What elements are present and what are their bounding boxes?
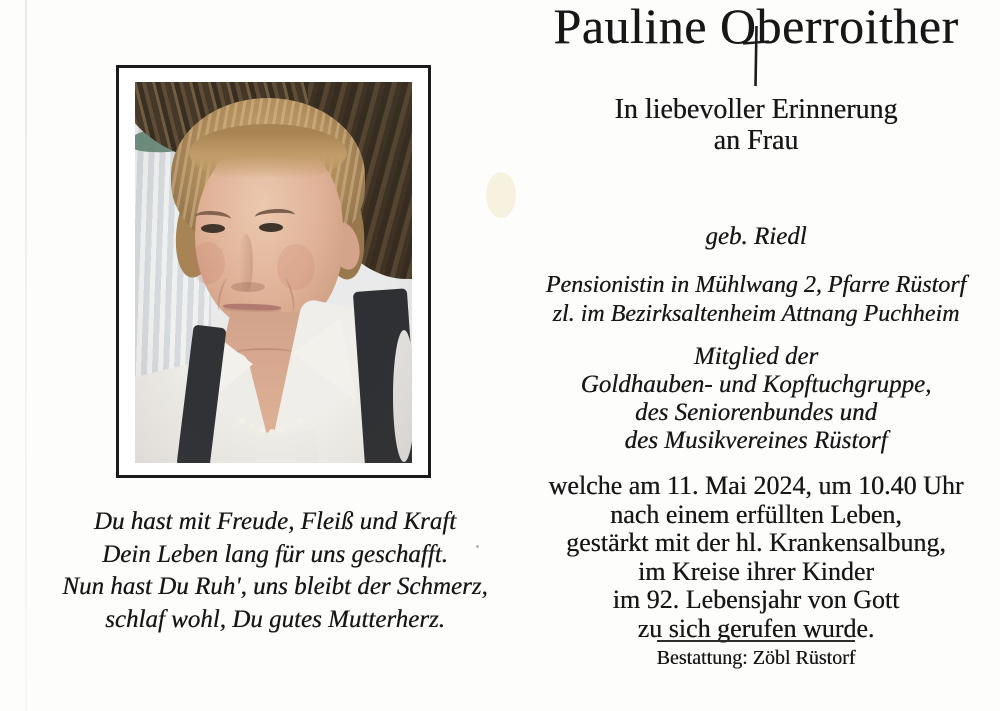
poem-line: Dein Leben lang für uns geschafft.	[102, 540, 448, 568]
death-notice-block	[540, 472, 972, 644]
poem-line: Nun hast Du Ruh', uns bleibt der Schmerz,	[62, 573, 488, 600]
portrait-photo	[135, 82, 412, 463]
membership-block	[540, 343, 972, 455]
deceased-name: Pauline Oberroither	[553, 0, 959, 54]
undertaker-block	[540, 640, 972, 669]
residence-line: zl. im Bezirksaltenheim Attnang Puchheim	[552, 301, 960, 327]
portrait-photo-frame	[116, 65, 431, 478]
scan-smudge	[486, 172, 516, 218]
memorial-poem	[35, 506, 515, 636]
membership-line: Mitglied der	[693, 343, 819, 370]
membership-line: des Seniorenbundes und	[634, 399, 878, 426]
portrait-vignette	[135, 82, 412, 463]
intro-line: an Frau	[713, 125, 799, 156]
death-notice-line: gestärkt mit der hl. Krankensalbung,	[566, 528, 946, 558]
poem-line: Du hast mit Freude, Fleiß und Kraft	[93, 508, 457, 535]
scan-edge-line	[25, 0, 27, 711]
membership-line: des Musikvereines Rüstorf	[624, 427, 888, 454]
death-notice-line: im 92. Lebensjahr von Gott	[612, 585, 900, 615]
membership-line: Goldhauben- und Kopftuchgruppe,	[580, 371, 932, 398]
memorial-intro	[540, 94, 972, 156]
undertaker-line: Bestattung: Zöbl Rüstorf	[656, 647, 856, 669]
maiden-name: geb. Riedl	[705, 223, 807, 250]
death-notice-line: im Kreise ihrer Kinder	[637, 556, 875, 586]
death-notice-line: welche am 11. Mai 2024, um 10.40 Uhr	[548, 471, 964, 500]
poem-line: schlaf wohl, Du gutes Mutterherz.	[105, 605, 445, 633]
residence-block	[540, 271, 972, 329]
undertaker-divider	[657, 640, 855, 642]
death-notice-line: nach einem erfüllten Leben,	[610, 499, 902, 529]
death-notice-line: zu sich gerufen wurde.	[637, 613, 875, 643]
intro-line: In liebevoller Erinnerung	[614, 94, 898, 125]
residence-line: Pensionistin in Mühlwang 2, Pfarre Rüstorf	[545, 272, 967, 298]
